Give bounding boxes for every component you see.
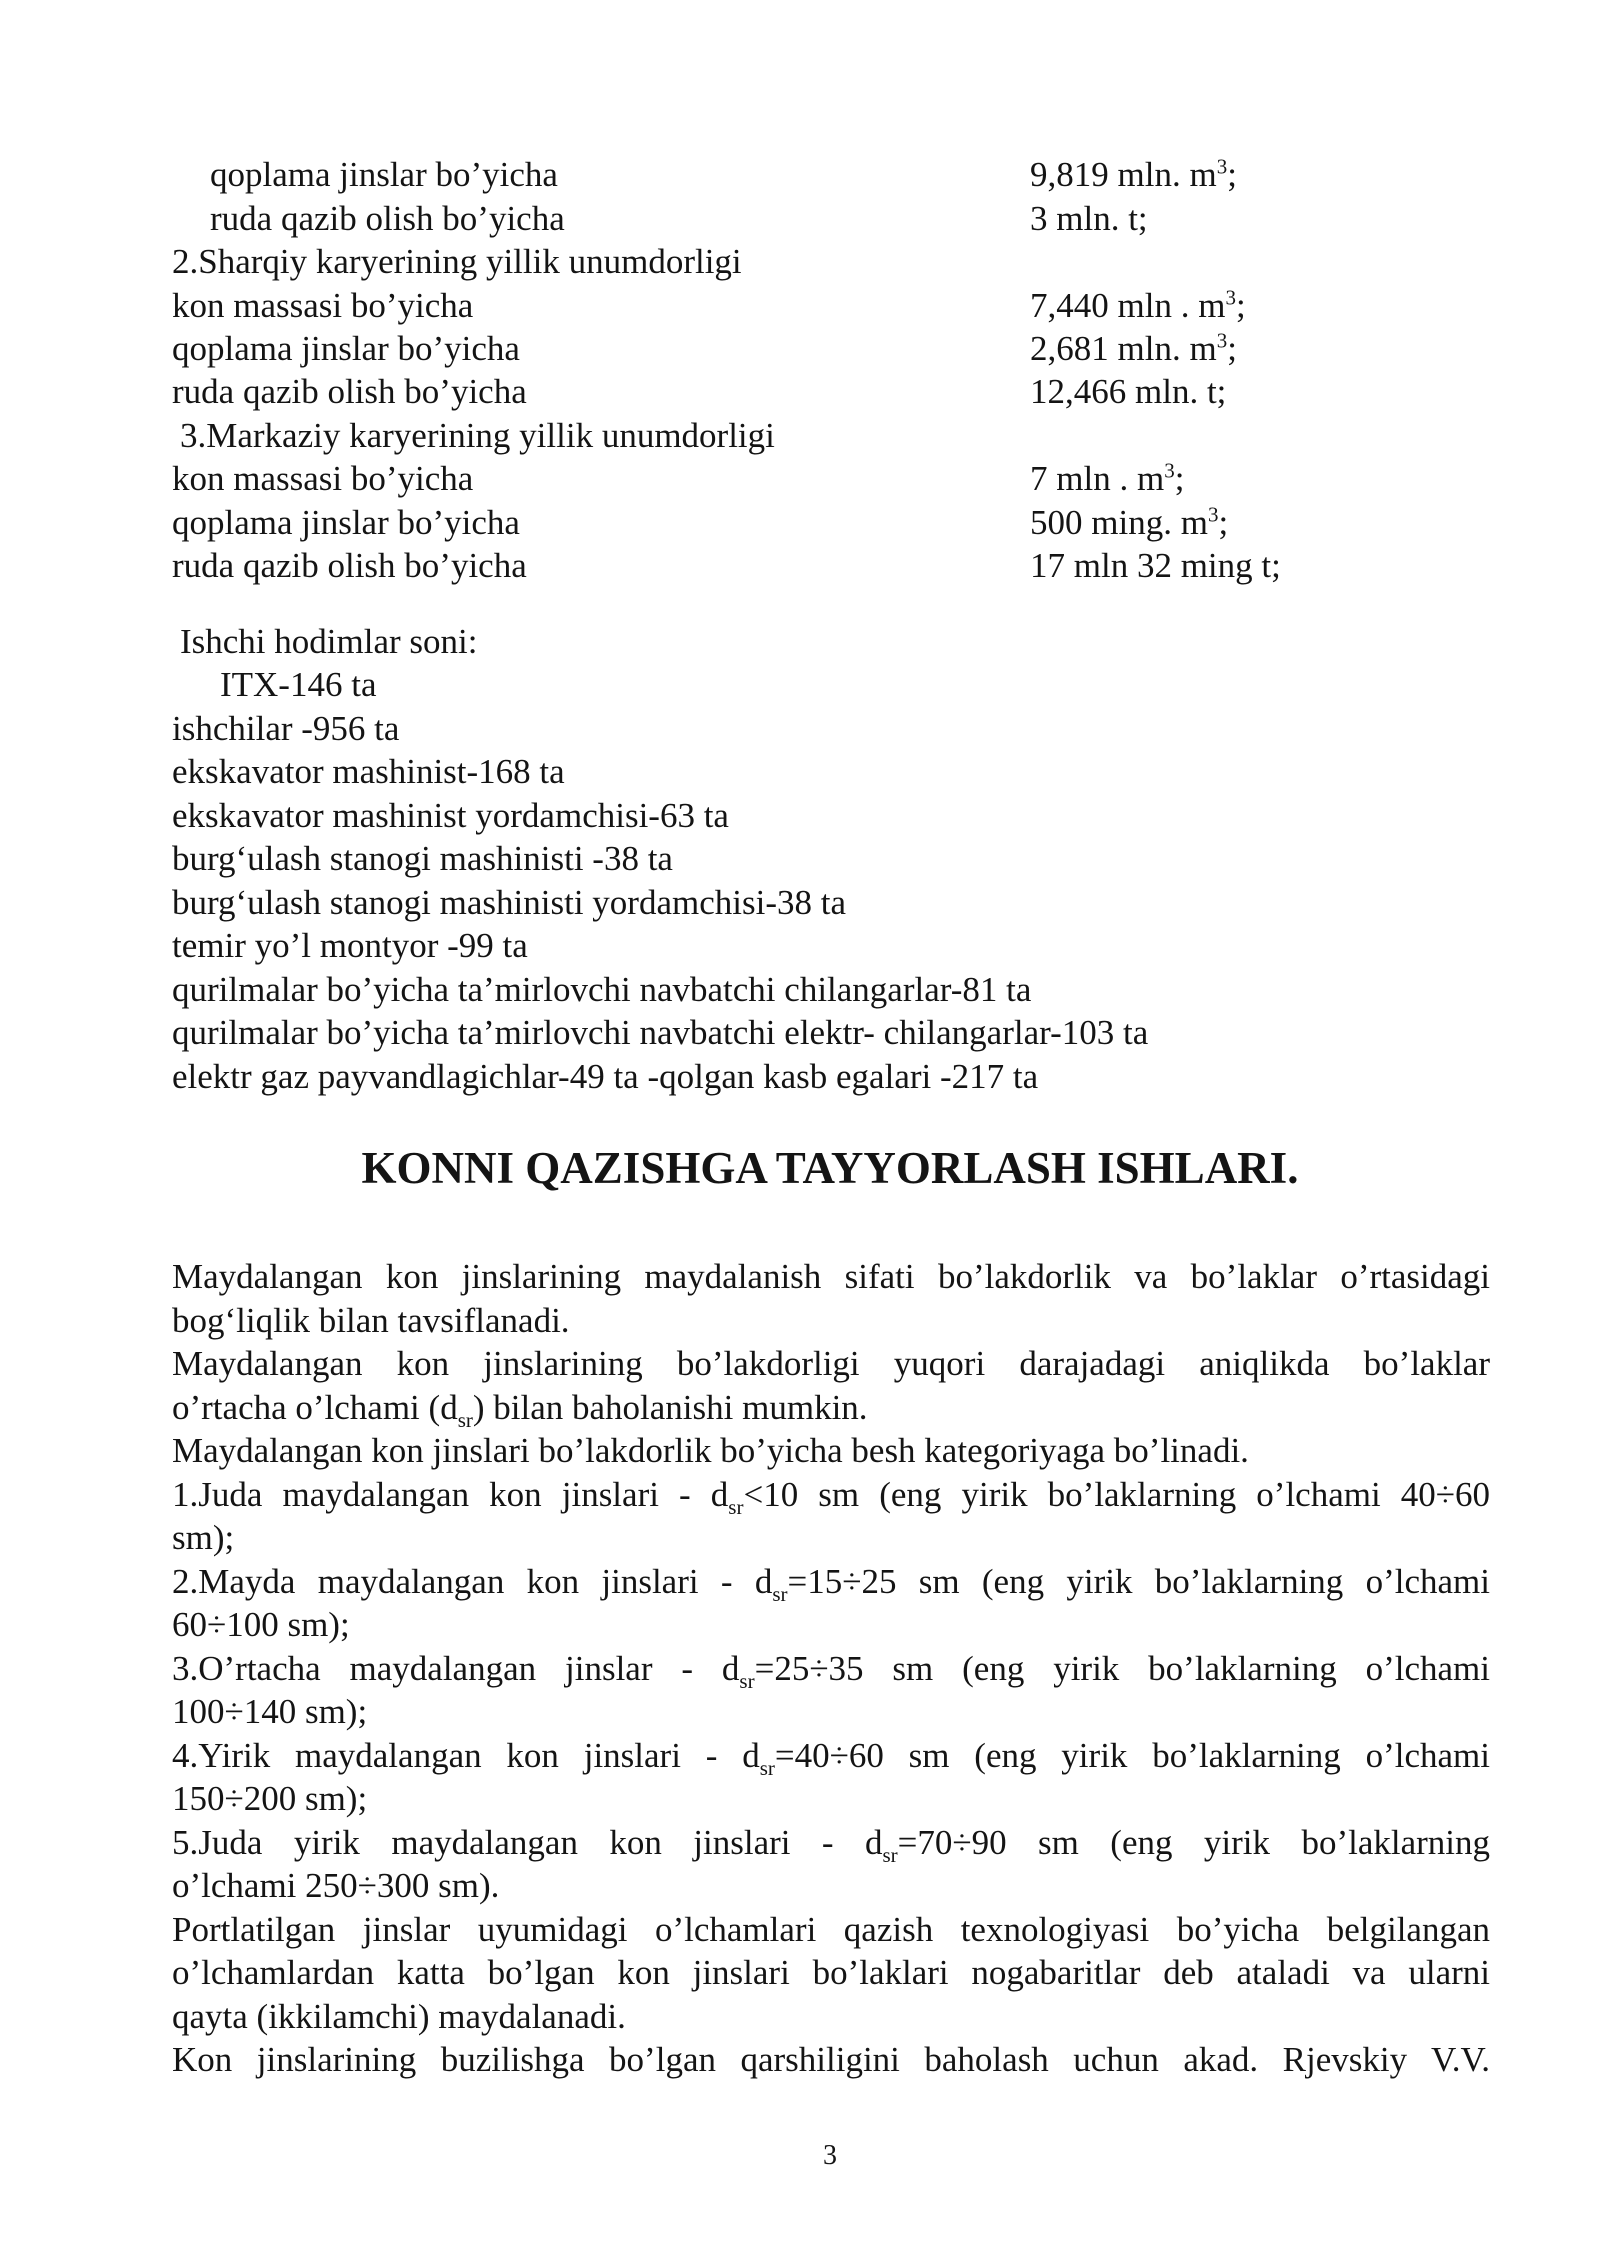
text-line: Portlatilgan jinslar uyumidagi o’lchamlari qazish texnologiyasi bo’yicha belgilangan: [172, 1909, 1490, 1949]
staff-line: ishchilar -956 ta: [172, 709, 400, 748]
row-label: qoplama jinslar bo’yicha: [210, 155, 558, 194]
category-item-cont: sm);: [172, 1518, 235, 1557]
staff-title: Ishchi hodimlar soni:: [180, 622, 478, 661]
category-item-cont: o’lchami 250÷300 sm).: [172, 1866, 500, 1905]
text-line: Maydalangan kon jinslarining bo’lakdorligi yuqori darajadagi aniqlikda bo’laklar: [172, 1344, 1490, 1383]
row-label: ruda qazib olish bo’yicha: [172, 372, 527, 411]
category-item: 4.Yirik maydalangan kon jinslari - $d_{sr}=40\div 60$ sm (eng yirik bo’laklarning o’lchami: [172, 1735, 1490, 1780]
category-item: 2.Mayda maydalangan kon jinslari - $d_{sr}=15\div 25$ sm (eng yirik bo’laklarning o’lchami: [172, 1561, 1490, 1606]
staff-itx: ITX-146 ta: [220, 665, 377, 704]
staff-line: burg‘ulash stanogi mashinisti yordamchisi-38 ta: [172, 883, 846, 922]
row-value: 9,819 mln. $m^3$;: [1030, 154, 1237, 194]
row-label: qoplama jinslar bo’yicha: [172, 503, 520, 542]
text-line: Maydalangan kon jinslarining maydalanish sifati bo’lakdorlik va bo’laklar o’rtasidagi: [172, 1257, 1490, 1296]
row-value: 12,466 mln. t;: [1030, 372, 1227, 411]
staff-line: ekskavator mashinist yordamchisi-63 ta: [172, 796, 729, 835]
row-value: 7,440 mln . $m^3$;: [1030, 285, 1246, 325]
text-line: qayta (ikkilamchi) maydalanadi.: [172, 1996, 626, 2036]
page-number: 3: [823, 2140, 837, 2171]
row-value: 17 mln 32 ming t;: [1030, 546, 1281, 585]
text-line: o’rtacha o’lchami $(d_{sr})$ bilan baholanishi mumkin.: [172, 1387, 868, 1432]
row-label: kon massasi bo’yicha: [172, 286, 474, 325]
category-item: 5.Juda yirik maydalangan kon jinslari - $d_{sr}=70\div 90$ sm (eng yirik bo’laklarning: [172, 1822, 1490, 1867]
staff-line: qurilmalar bo’yicha ta’mirlovchi navbatchi chilangarlar-81 ta: [172, 970, 1032, 1009]
row-label: ruda qazib olish bo’yicha: [210, 199, 565, 238]
row-value: 7 mln . $m^3$;: [1030, 458, 1185, 498]
staff-line: elektr gaz payvandlagichlar-49 ta -qolgan kasb egalari -217 ta: [172, 1057, 1039, 1096]
category-item-cont: 150÷200 sm);: [172, 1779, 368, 1818]
staff-line: qurilmalar bo’yicha ta’mirlovchi navbatchi elektr- chilangarlar-103 ta: [172, 1013, 1149, 1052]
row-label: kon massasi bo’yicha: [172, 459, 474, 498]
row-label: ruda qazib olish bo’yicha: [172, 546, 527, 585]
category-item: 3.O’rtacha maydalangan jinslar - $d_{sr}=25\div 35$ sm (eng yirik bo’laklarning o’lchami: [172, 1648, 1490, 1693]
text-line: bog‘liqlik bilan tavsiflanadi.: [172, 1300, 570, 1340]
text-line: o’lchamlardan katta bo’lgan kon jinslari bo’laklari nogabaritlar deb ataladi va ularni: [172, 1953, 1490, 1992]
text-line: Maydalangan kon jinslari bo’lakdorlik bo’yicha besh kategoriyaga bo’linadi.: [172, 1431, 1249, 1470]
row-value: 500 ming. $m^3$;: [1030, 502, 1229, 542]
row-value: 3 mln. t;: [1030, 199, 1148, 238]
row-value: 2,681 mln. $m^3$;: [1030, 328, 1237, 368]
staff-line: ekskavator mashinist-168 ta: [172, 752, 565, 791]
category-item: 1.Juda maydalangan kon jinslari - $d_{sr}<10$ sm (eng yirik bo’laklarning o’lchami 40÷60: [172, 1474, 1490, 1519]
staff-line: temir yo’l montyor -99 ta: [172, 926, 528, 965]
section-body: [172, 1255, 1490, 2082]
section-heading: KONNI QAZISHGA TAYYORLASH ISHLARI.: [361, 1143, 1299, 1193]
category-item-cont: 60÷100 sm);: [172, 1605, 350, 1644]
document-page: qoplama jinslar bo’yicha 9,819 mln. $m^3$; ruda qazib olish bo’yicha 3 mln. t; 2.Sharqiy karyerining yillik unumdorligi kon massasi bo’yicha 7,440 mln . $m^3$; qoplama jinslar bo’yicha 2,681 mln. $m^3$; ruda qazib olish bo’yicha 12,466 mln. t; 3.Markaziy karyerining yillik unumdorligi kon massasi bo’yicha 7 mln . $m^3$; qoplama jinslar bo’yicha 500 ming. $m^3$; ruda qazib olish bo’yicha 17 mln 32 ming t; Ishchi hodimlar soni: ITX-146 ta ishchilar -956 ta ekskavator mashinist-168 ta ekskavator mashinist yordamchisi-63 ta burg‘ulash stanogi mashinisti -38 ta burg‘ulash stanogi mashinisti yordamchisi-38 ta temir yo’l montyor -99 ta qurilmalar bo’yicha ta’mirlovchi navbatchi chilangarlar-81 ta qurilmalar bo’yicha ta’mirlovchi navbatchi elektr- chilangarlar-103 ta elektr gaz payvandlagichlar-49 ta -qolgan kasb egalari -217 ta KONNI QAZISHGA TAYYORLASH ISHLARI. Maydalangan kon jinslarining maydalanish sifati bo’lakdorlik va bo’laklar o’rtasidagi bog‘liqlik bilan tavsiflanadi. Maydalangan kon jinslarining bo’lakdorligi yuqori darajadagi aniqlikda bo’laklar o’rtacha o’lchami $(d_{sr})$ bilan baholanishi mumkin. Maydalangan kon jinslari bo’lakdorlik bo’yicha besh kategoriyaga bo’linadi. 1.Juda maydalangan kon jinslari - $d_{sr}<10$ sm (eng yirik bo’laklarning o’lchami 40÷60 sm); 2.Mayda maydalangan kon jinslari - $d_{sr}=15\div 25$ sm (eng yirik bo’laklarning o’lchami 60÷100 sm); 3.O’rtacha maydalangan jinslar - $d_{sr}=25\div 35$ sm (eng yirik bo’laklarning o’lchami 100÷140 sm); 4.Yirik maydalangan kon jinslari - $d_{sr}=40\div 60$ sm (eng yirik bo’laklarning o’lchami 150÷200 sm); 5.Juda yirik maydalangan kon jinslari - $d_{sr}=70\div 90$ sm (eng yirik bo’laklarning o’lchami 250÷300 sm). Portlatilgan jinslar uyumidagi o’lchamlari qazish texnologiyasi bo’yicha belgilangan o’lchamlardan katta bo’lgan kon jinslari bo’laklari nogabaritlar deb ataladi va ularni qayta (ikkilamchi) maydalanadi. Kon jinslarining buzilishga bo’lgan qarshiligini baholash uchun akad. Rjevskiy V.V. 3: [0, 0, 1600, 2262]
category-item-cont: 100÷140 sm);: [172, 1692, 368, 1731]
row-label: qoplama jinslar bo’yicha: [172, 329, 520, 368]
text-line: Kon jinslarining buzilishga bo’lgan qarshiligini baholash uchun akad. Rjevskiy V.V.: [172, 2040, 1490, 2079]
staff-line: burg‘ulash stanogi mashinisti -38 ta: [172, 839, 673, 878]
